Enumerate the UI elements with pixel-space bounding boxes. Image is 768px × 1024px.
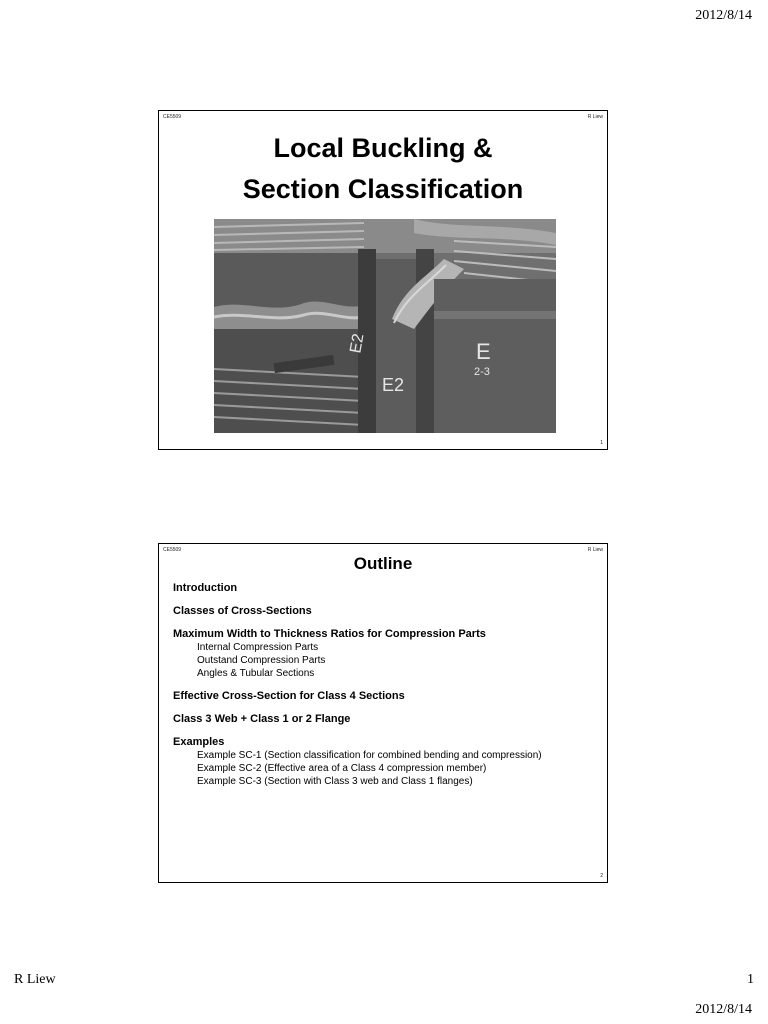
page-date-bottom: 2012/8/14 <box>695 1002 752 1017</box>
slide-author: R Liew <box>587 547 603 553</box>
outline-item <box>173 628 603 680</box>
slide-title-line-2: Section Classification <box>242 174 524 204</box>
page-number: 1 <box>747 972 754 987</box>
slide-title-line-1: Local Buckling & <box>273 133 493 163</box>
slide-number: 1 <box>600 440 603 446</box>
outline-item <box>173 736 603 788</box>
photo-label-e: E <box>476 339 491 364</box>
outline-item <box>173 690 603 702</box>
buckled-steel-photo <box>214 219 556 433</box>
page-footer-author: R Liew <box>14 972 56 987</box>
outline-sub-item: Example SC-2 (Effective area of a Class 4 compression member) <box>197 763 487 774</box>
outline-sub-item: Internal Compression Parts <box>197 642 319 653</box>
photo-label-e2-center: E2 <box>382 375 405 395</box>
outline-item-label: Examples <box>173 736 225 748</box>
outline-item-label: Class 3 Web + Class 1 or 2 Flange <box>173 713 351 725</box>
outline-sub-item: Example SC-3 (Section with Class 3 web and Class 1 flanges) <box>197 776 473 787</box>
outline-sub-item: Outstand Compression Parts <box>197 655 326 666</box>
slide-1 <box>158 110 608 450</box>
outline-sub-item: Example SC-1 (Section classification for combined bending and compression) <box>197 750 542 761</box>
slide-course-code: CE5509 <box>163 547 182 553</box>
outline-sub-list <box>173 749 603 788</box>
slide-2 <box>158 543 608 883</box>
photo-label-e2-left: E2 <box>347 332 368 355</box>
slide-course-code: CE5509 <box>163 114 182 120</box>
slide-author: R Liew <box>587 114 603 120</box>
outline-item-label: Classes of Cross-Sections <box>173 605 312 617</box>
slide-number: 2 <box>600 873 603 879</box>
outline-item <box>173 605 603 617</box>
outline-item <box>173 713 603 725</box>
photo-label-2-3: 2-3 <box>474 366 490 378</box>
outline-item-label: Effective Cross-Section for Class 4 Sections <box>173 690 405 702</box>
slide-title <box>159 128 607 210</box>
outline-sub-item: Angles & Tubular Sections <box>197 668 315 679</box>
slide-title: Outline <box>353 554 413 573</box>
outline-item-label: Maximum Width to Thickness Ratios for Compression Parts <box>173 628 486 640</box>
outline-sub-list <box>173 641 603 680</box>
outline-item <box>173 582 603 594</box>
page-date-top: 2012/8/14 <box>695 8 752 23</box>
outline-list <box>173 582 603 798</box>
outline-item-label: Introduction <box>173 582 238 594</box>
